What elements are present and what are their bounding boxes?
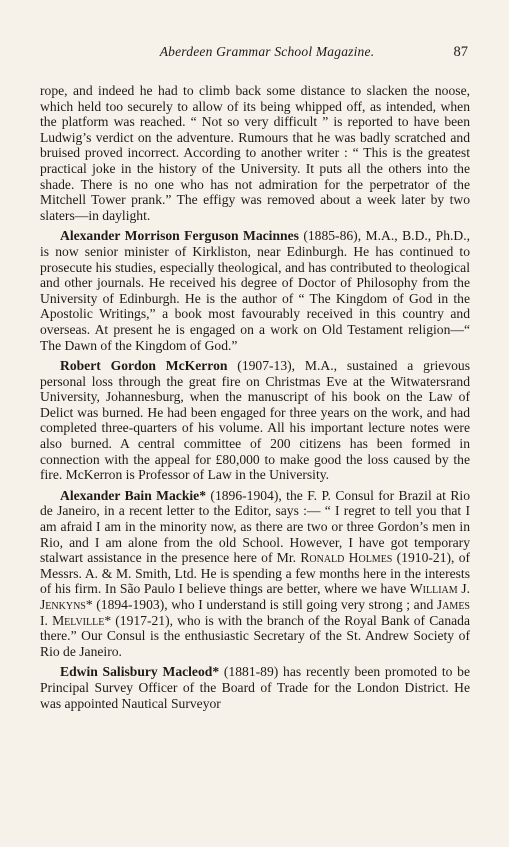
paragraph-text: (1910-21), of Messrs. A. & M. Smith, Ltd. He is spending a few months here in the interests of his firm. In São Paulo I believe things are better, where we have [40,550,471,597]
person-name-melville: James I. Melville* [40,597,470,628]
paragraph-text: (1896-1904), the F. P. Consul for Brazil at Rio de Janeiro, in a recent letter to the Editor, says :— “ I regret to tell you that I am afraid I am in the minority now, as there are two or three Gordon’s men in Rio, and I am alone from the old School. However, I have got temporary stalwart assistance in the presence here of Mr. [40,487,470,566]
paragraph-text: (1917-21), who is with the branch of the Royal Bank of Canada there.” Our Consul is the enthusiastic Secretary of the St. Andrew Society of Rio de Janeiro. [40,612,470,659]
person-name-macinnes: Alexander Morrison Ferguson Macinnes [60,228,299,244]
paragraph-text: (1907-13), M.A., sustained a grievous personal loss through the great fire on Christmas Eve at the Witwatersrand University, Johannesburg, when the manuscript of his book on the Law of Delict was burned. He had been engaged for three years on the work, and had completed three-quarters of his volume. All his important lecture notes were also burned. A central committee of 200 citizens has been formed in connection with the appeal for £80,000 to make good the loss caused by the fire. McKerron is Professor of Law in the University. [40,358,470,483]
paragraph-mckerron [40,358,470,483]
paragraph-macleod [40,664,470,711]
paragraph-mackie [40,488,470,660]
paragraph-text: (1881-89) has recently been promoted to be Principal Survey Officer of the Board of Trade for the London District. He was appointed Nautical Surveyor [40,664,470,711]
paragraph-text: (1885-86), M.A., B.D., Ph.D., is now senior minister of Kirkliston, near Edinburgh. He has continued to prosecute his studies, especially theological, and has contributed to theological and other journals. He received his degree of Doctor of Philosophy from the University of Edinburgh. He is the author of “ The Kingdom of God in the Apostolic Writings,” a book most favourably received in this country and overseas. At present he is engaged on a work on Old Testament religion—“ The Dawn of the Kingdom of God.” [40,228,470,353]
page-number: 87 [453,44,468,60]
paragraph-text: (1894-1903), who I understand is still going very strong ; and [92,597,437,612]
person-name-mckerron: Robert Gordon McKerron [60,358,228,374]
person-name-macleod: Edwin Salisbury Macleod* [60,664,220,680]
paragraph-continuation: rope, and indeed he had to climb back some distance to slacken the noose, which held too securely to allow of its being whipped off, as intended, when the platform was reached. “ Not so very difficult ” is reported to have been Ludwig’s verdict on the adventure. Rumours that he was badly scratched and bruised proved incorrect. According to another writer : “ This is the greatest practical joke in the history of the University. It puts all the others into the shade. There is no one who has not admiration for the perpetrator of the Mitchell Tower prank.” The effigy was removed about a week later by two slaters—in daylight. [40,83,470,223]
body-text [40,83,470,716]
paragraph-macinnes [40,228,470,353]
person-name-jenkyns: William J. Jenkyns* [40,581,470,612]
running-title: Aberdeen Grammar School Magazine. [159,44,375,59]
person-name-mackie: Alexander Bain Mackie* [60,487,207,503]
person-name-holmes: Ronald Holmes [300,550,393,566]
